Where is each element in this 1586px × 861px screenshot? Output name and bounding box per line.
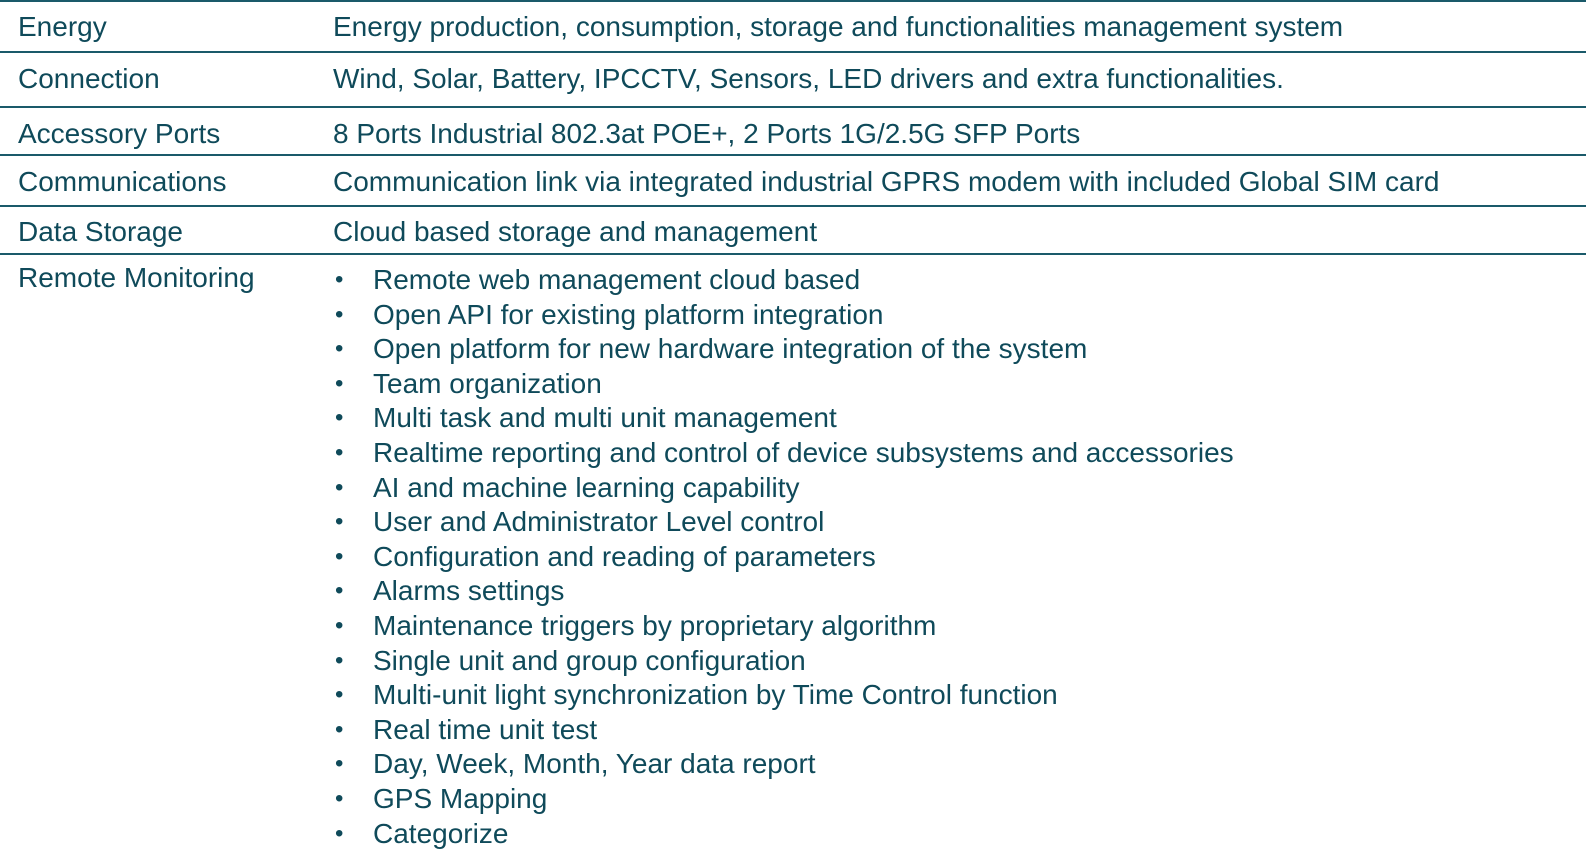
- list-item-text: Alarms settings: [373, 575, 565, 607]
- spec-value: Communication link via integrated industrial GPRS modem with included Global SIM card: [333, 166, 1440, 197]
- list-item-text: Multi task and multi unit management: [373, 402, 837, 434]
- list-item-text: Multi-unit light synchronization by Time Control function: [373, 679, 1058, 711]
- list-item: [333, 367, 1234, 402]
- list-item: [333, 678, 1234, 713]
- bullet-icon: •: [335, 577, 344, 605]
- list-item: [333, 263, 1234, 298]
- spec-label: Remote Monitoring: [18, 262, 255, 293]
- spec-value: Energy production, consumption, storage and functionalities management system: [333, 11, 1344, 42]
- spec-value: Cloud based storage and management: [333, 216, 818, 247]
- spec-value: Wind, Solar, Battery, IPCCTV, Sensors, LED drivers and extra functionalities.: [333, 63, 1284, 94]
- bullet-icon: •: [335, 335, 344, 363]
- list-item: [333, 436, 1234, 471]
- bullet-icon: •: [335, 819, 344, 847]
- spec-row-accessory-ports: [0, 108, 1586, 156]
- list-item: [333, 609, 1234, 644]
- list-item-text: Open platform for new hardware integration of the system: [373, 333, 1088, 365]
- bullet-icon: •: [335, 266, 344, 293]
- list-item: [333, 747, 1234, 782]
- spec-row-energy: [0, 0, 1586, 53]
- list-item-text: Single unit and group configuration: [373, 644, 806, 676]
- list-item: [333, 505, 1234, 540]
- list-item-text: GPS Mapping: [373, 782, 548, 814]
- list-item-text: Categorize: [373, 817, 509, 849]
- bullet-icon: •: [335, 473, 344, 501]
- list-item: [333, 644, 1234, 679]
- bullet-icon: •: [335, 508, 344, 536]
- list-item: [333, 713, 1234, 748]
- list-item-text: Team organization: [373, 367, 602, 399]
- list-item-text: AI and machine learning capability: [373, 471, 800, 503]
- spec-label: Accessory Ports: [18, 118, 221, 149]
- list-item-text: Realtime reporting and control of device subsystems and accessories: [373, 436, 1234, 468]
- list-item-text: Maintenance triggers by proprietary algorithm: [373, 609, 937, 641]
- spec-row-remote-monitoring: [0, 255, 1586, 860]
- spec-label: Data Storage: [18, 216, 183, 247]
- list-item-text: Day, Week, Month, Year data report: [373, 748, 816, 780]
- list-item: [333, 782, 1234, 817]
- list-item: [333, 332, 1234, 367]
- spec-value: 8 Ports Industrial 802.3at POE+, 2 Ports 1G/2.5G SFP Ports: [333, 118, 1081, 149]
- list-item: [333, 817, 1234, 852]
- bullet-icon: •: [335, 438, 344, 466]
- bullet-icon: •: [335, 784, 344, 812]
- bullet-icon: •: [335, 750, 344, 778]
- spec-row-connection: [0, 53, 1586, 108]
- spec-row-communications: [0, 156, 1586, 207]
- bullet-icon: •: [335, 404, 344, 432]
- list-item-text: Open API for existing platform integration: [373, 298, 884, 330]
- spec-label: Communications: [18, 166, 227, 197]
- list-item: [333, 401, 1234, 436]
- spec-row-data-storage: [0, 207, 1586, 255]
- bullet-icon: •: [335, 369, 344, 397]
- list-item-text: Configuration and reading of parameters: [373, 540, 876, 572]
- bullet-icon: •: [335, 300, 344, 328]
- spec-label: Energy: [18, 11, 107, 42]
- list-item-text: User and Administrator Level control: [373, 506, 825, 538]
- bullet-icon: •: [335, 646, 344, 674]
- remote-monitoring-list: [333, 263, 1234, 851]
- list-item: [333, 471, 1234, 506]
- bullet-icon: •: [335, 681, 344, 709]
- bullet-icon: •: [335, 542, 344, 570]
- list-item: [333, 540, 1234, 575]
- list-item-text: Remote web management cloud based: [373, 264, 861, 295]
- spec-label: Connection: [18, 63, 160, 94]
- bullet-icon: •: [335, 715, 344, 743]
- list-item: [333, 298, 1234, 333]
- list-item-text: Real time unit test: [373, 713, 598, 745]
- list-item: [333, 574, 1234, 609]
- bullet-icon: •: [335, 611, 344, 639]
